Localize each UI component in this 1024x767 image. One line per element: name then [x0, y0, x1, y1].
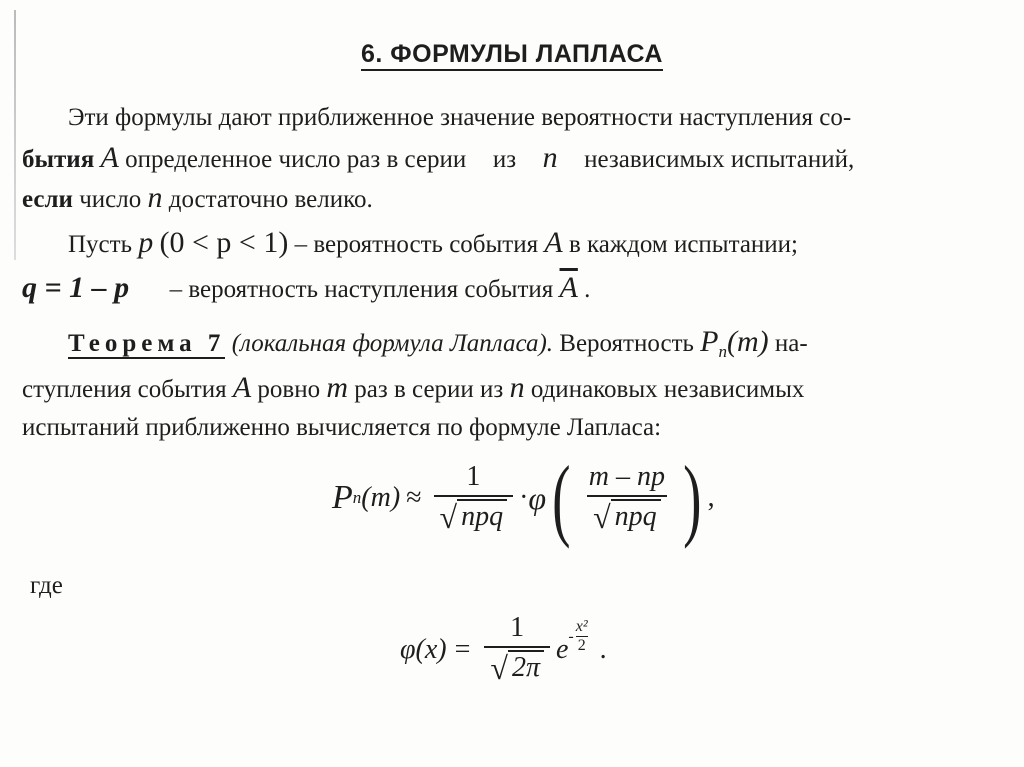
text: из — [492, 146, 517, 173]
math-var: A — [544, 226, 563, 259]
text: Эти формулы дают приближенное значение вероятности наступления со- — [68, 104, 852, 131]
math-var: A — [100, 141, 119, 174]
text: . — [599, 633, 607, 665]
exp-sign: - — [568, 627, 574, 645]
text: число — [79, 186, 142, 213]
sqrt: √ 2π — [490, 650, 544, 684]
text: . — [584, 276, 591, 303]
numerator: m – np — [588, 460, 665, 492]
theorem-line-1 — [68, 322, 808, 372]
text: раз в серии из — [354, 376, 504, 403]
sqrt: √ npq — [593, 499, 661, 533]
approx-sign: ≈ — [406, 482, 422, 513]
math-subscript: n — [352, 488, 362, 507]
text: – вероятность события — [294, 231, 539, 258]
math-var: n — [147, 181, 163, 214]
fraction — [434, 461, 514, 536]
math-var: n — [542, 141, 558, 174]
exp-denominator: 2 — [577, 637, 586, 654]
math-condition: (0 < p < 1) — [159, 226, 289, 259]
math-var: P — [332, 479, 353, 516]
radicand: npq — [611, 499, 661, 533]
math-var-complement: $\overline{A}$ — [559, 271, 578, 304]
text: бытия — [22, 146, 95, 173]
math-var: A — [232, 371, 252, 404]
text: Пусть — [68, 231, 132, 258]
text: в каждом испытании; — [568, 231, 799, 258]
theorem-line-2 — [22, 368, 804, 410]
math-var: P — [700, 325, 719, 358]
text: (локальная формула Лапласа). — [231, 330, 554, 357]
math-subscript: n — [718, 342, 727, 361]
denominator — [587, 495, 667, 536]
math-equation: q = 1 – p — [22, 271, 130, 304]
paragraph-2 — [68, 223, 798, 265]
text: если — [22, 186, 73, 213]
phi-symbol: φ — [528, 479, 547, 516]
radicand: npq — [457, 499, 507, 533]
paragraph-1-line-1 — [68, 98, 851, 138]
text: , — [707, 482, 715, 513]
text: Вероятность — [559, 330, 694, 357]
section-title — [0, 40, 1024, 69]
text: на- — [774, 330, 808, 357]
dot-operator: · — [519, 482, 529, 513]
laplace-local-formula: P n (m) ≈ 1 √ npq · φ ( m – np √ npq ) , — [332, 447, 715, 549]
paragraph-1-line-2 — [22, 138, 854, 180]
math-lhs: φ(x) — [400, 633, 447, 665]
exponent — [568, 618, 589, 655]
text: ровно — [257, 376, 321, 403]
numerator: 1 — [510, 612, 525, 643]
numerator: 1 — [466, 460, 481, 492]
exp-base: e — [555, 633, 569, 665]
paragraph-1-line-3 — [22, 178, 373, 220]
text: вероятность наступления события — [188, 276, 554, 303]
math-arg: (m) — [361, 482, 401, 513]
equals-sign: = — [454, 633, 471, 665]
section-title-text: 6. ФОРМУЛЫ ЛАПЛАСА — [361, 40, 663, 71]
math-arg: (m) — [727, 325, 769, 358]
gaussian-density-formula — [400, 612, 607, 712]
radicand: 2π — [508, 650, 544, 684]
exp-numerator: x² — [575, 618, 588, 635]
text: достаточно велико. — [168, 186, 373, 213]
text: испытаний приближенно вычисляется по формуле Лапласа: — [22, 414, 662, 441]
text: одинаковых независимых — [530, 376, 805, 403]
fraction-inner — [583, 461, 671, 536]
theorem-line-3 — [22, 408, 661, 448]
denominator — [434, 495, 514, 536]
paragraph-3 — [22, 268, 590, 310]
sqrt: √ npq — [440, 499, 508, 533]
text: – — [169, 276, 183, 303]
theorem-label: Теорема 7 — [68, 330, 226, 357]
denominator — [484, 646, 550, 687]
fraction — [484, 612, 550, 687]
text: ступления события — [22, 376, 227, 403]
math-var: p — [138, 226, 154, 259]
text: определенное число раз в серии — [125, 146, 467, 173]
math-var: n — [509, 371, 525, 404]
text: независимых испытаний, — [584, 146, 855, 173]
where-label: где — [30, 572, 63, 599]
math-var: m — [326, 371, 349, 404]
